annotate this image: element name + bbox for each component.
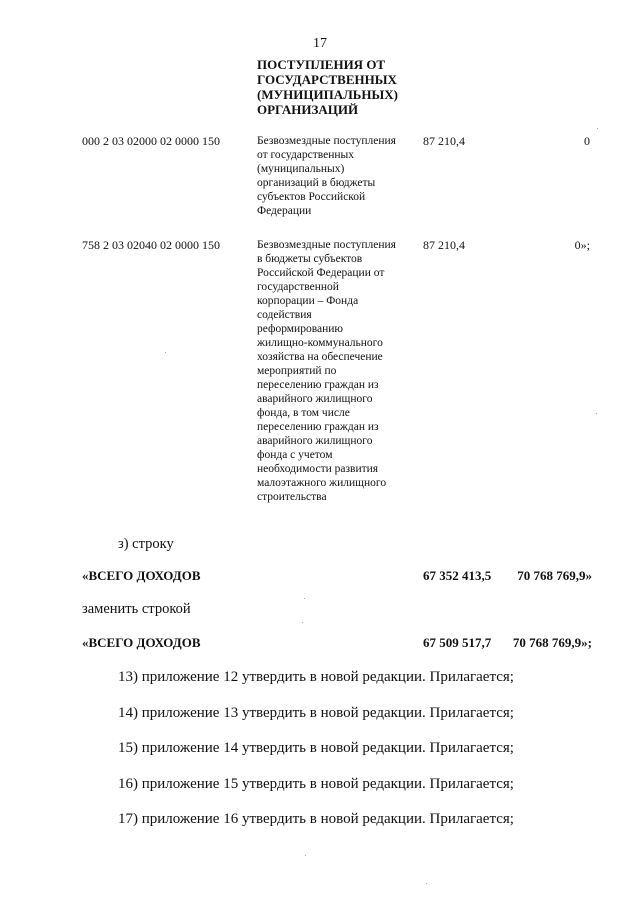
total-new-label: «ВСЕГО ДОХОДОВ (82, 635, 201, 650)
scan-speck (305, 855, 306, 856)
description-line: переселению граждан из (257, 379, 379, 391)
description-line: фонда с учетом (257, 449, 333, 461)
description-line: в бюджеты субъектов (257, 253, 363, 265)
paragraph-z: з) строку (118, 536, 174, 552)
section-heading-line: ГОСУДАРСТВЕННЫХ (257, 72, 397, 87)
description-line: мероприятий по (257, 365, 337, 377)
scan-speck (596, 413, 597, 414)
description-line: фонда, в том числе (257, 407, 350, 419)
replace-text: заменить строкой (82, 601, 191, 617)
row-2-amount-2: 0»; (574, 238, 590, 252)
description-line: малоэтажного жилищного (257, 477, 387, 489)
page-number: 17 (313, 36, 327, 51)
section-heading-line: (МУНИЦИПАЛЬНЫХ) (257, 87, 398, 102)
row-1-code: 000 2 03 02000 02 0000 150 (82, 134, 220, 148)
description-line: организаций в бюджеты (257, 177, 376, 189)
description-line: переселению граждан из (257, 421, 379, 433)
description-line: Безвозмездные поступления (257, 239, 396, 251)
scan-speck (597, 128, 598, 129)
description-line: строительства (257, 491, 327, 503)
description-line: аварийного жилищного (257, 435, 373, 447)
scan-speck (165, 352, 166, 353)
scan-speck (426, 883, 427, 884)
description-line: аварийного жилищного (257, 393, 373, 405)
total-new-value-2: 70 768 769,9»; (512, 635, 592, 650)
description-line: (муниципальных) (257, 163, 345, 175)
row-1-amount-1: 87 210,4 (423, 134, 465, 148)
list-item: 16) приложение 15 утвердить в новой редакции. Прилагается; (118, 776, 514, 792)
row-2-amount-1: 87 210,4 (423, 238, 465, 252)
row-1-amount-2: 0 (584, 134, 590, 148)
row-2-code: 758 2 03 02040 02 0000 150 (82, 238, 220, 252)
description-line: корпорации – Фонда (257, 295, 359, 307)
scan-speck (302, 622, 303, 623)
list-item: 14) приложение 13 утвердить в новой редакции. Прилагается; (118, 705, 514, 721)
list-item: 17) приложение 16 утвердить в новой редакции. Прилагается; (118, 811, 514, 827)
scan-speck (304, 598, 305, 599)
total-new-value-1: 67 509 517,7 (423, 635, 492, 650)
description-line: содействия (257, 309, 312, 321)
description-line: от государственных (257, 149, 355, 161)
description-line: государственной (257, 281, 339, 293)
description-line: реформированию (257, 323, 343, 335)
description-line: Безвозмездные поступления (257, 135, 396, 147)
list-item: 15) приложение 14 утвердить в новой редакции. Прилагается; (118, 740, 514, 756)
description-line: Российской Федерации от (257, 267, 385, 279)
description-line: жилищно-коммунального (257, 337, 383, 349)
description-line: необходимости развития (257, 463, 379, 475)
list-item: 13) приложение 12 утвердить в новой редакции. Прилагается; (118, 669, 514, 685)
section-heading (257, 57, 417, 117)
row-1-description (257, 134, 417, 218)
description-line: Федерации (257, 205, 312, 217)
total-old-value-2: 70 768 769,9» (517, 568, 592, 583)
description-line: хозяйства на обеспечение (257, 351, 383, 363)
row-2-description (257, 238, 417, 504)
total-old-value-1: 67 352 413,5 (423, 568, 492, 583)
description-line: субъектов Российской (257, 191, 366, 203)
total-old-label: «ВСЕГО ДОХОДОВ (82, 568, 201, 583)
section-heading-line: ПОСТУПЛЕНИЯ ОТ (257, 57, 386, 72)
section-heading-line: ОРГАНИЗАЦИЙ (257, 102, 359, 117)
